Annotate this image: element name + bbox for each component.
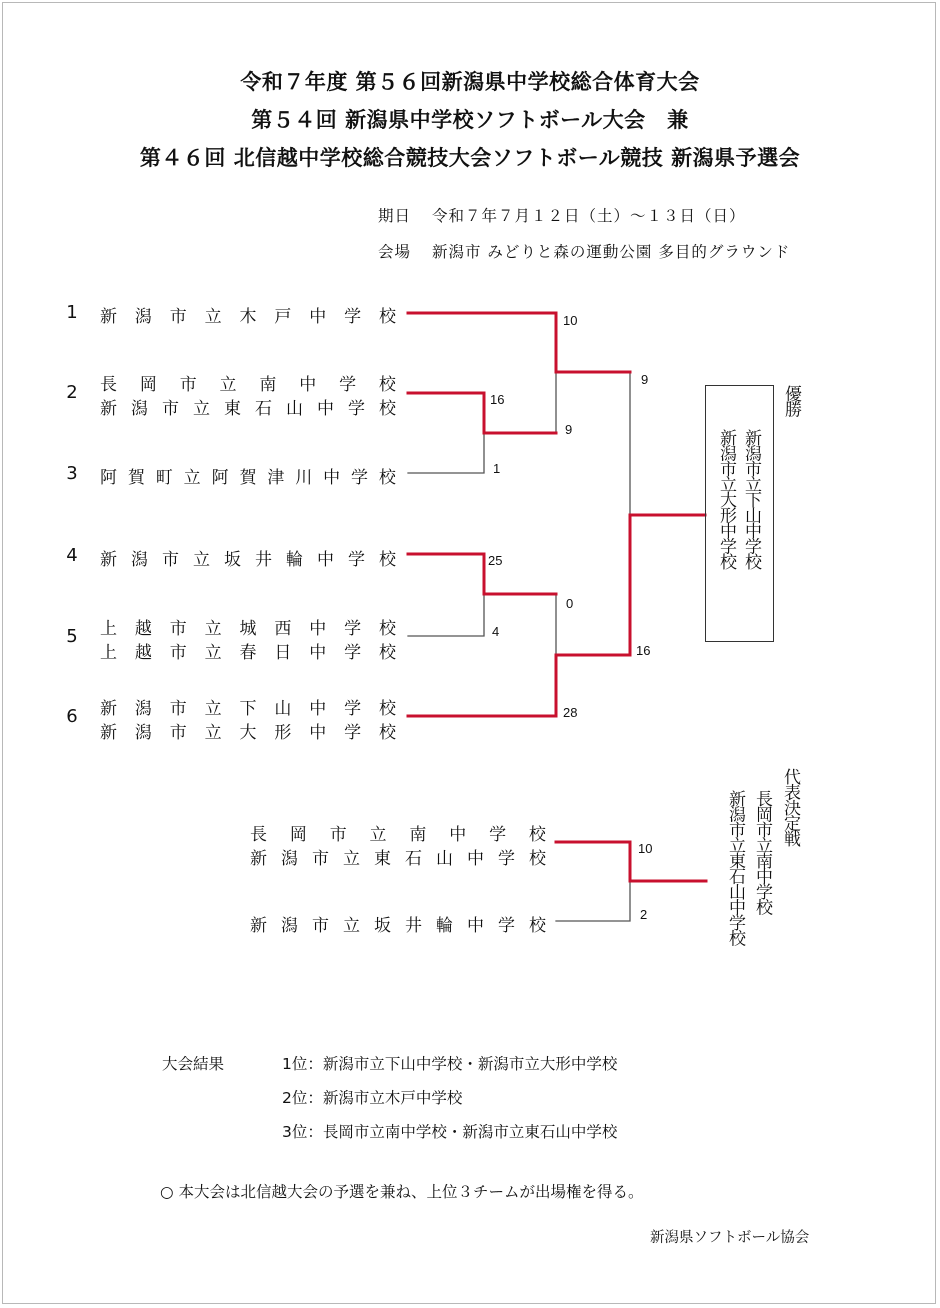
score: 25 bbox=[488, 553, 503, 568]
seed-5: 5 bbox=[66, 626, 78, 647]
playoff-team-name: 新 潟 市 立 東 石 山 中 学 校 bbox=[250, 849, 546, 869]
champion-line-2: 新潟市立大形中学校 bbox=[716, 429, 736, 569]
champion-label: 優勝 bbox=[781, 385, 801, 416]
score: 9 bbox=[641, 372, 649, 387]
team-name: 新 潟 市 立 木 戸 中 学 校 bbox=[100, 307, 396, 327]
date-value: 令和７年７月１２日（土）～１３日（日） bbox=[432, 207, 746, 225]
results-label: 大会結果 bbox=[162, 1055, 225, 1073]
score: 16 bbox=[636, 643, 651, 658]
date-label: 期日 bbox=[378, 207, 412, 225]
playoff-winner-line-1: 長岡市立南中学校 bbox=[752, 790, 772, 914]
score: 28 bbox=[563, 705, 578, 720]
team-name: 新 潟 市 立 東 石 山 中 学 校 bbox=[100, 399, 396, 419]
team-name: 上 越 市 立 城 西 中 学 校 bbox=[100, 619, 396, 639]
score: 10 bbox=[638, 841, 653, 856]
playoff-team-name: 長 岡 市 立 南 中 学 校 bbox=[250, 825, 546, 845]
seed-6: 6 bbox=[66, 706, 78, 727]
seed-1: 1 bbox=[66, 302, 78, 323]
score: 2 bbox=[640, 907, 648, 922]
title-line-1: 令和７年度 第５６回新潟県中学校総合体育大会 bbox=[240, 70, 700, 94]
team-name: 新 潟 市 立 坂 井 輪 中 学 校 bbox=[100, 550, 396, 570]
score: 10 bbox=[563, 313, 578, 328]
score: 9 bbox=[565, 422, 573, 437]
qualification-note: ○ 本大会は北信越大会の予選を兼ね、上位３チームが出場権を得る。 bbox=[160, 1183, 644, 1201]
playoff-winner-line-2: 新潟市立東石山中学校 bbox=[725, 790, 745, 945]
title-line-3: 第４６回 北信越中学校総合競技大会ソフトボール競技 新潟県予選会 bbox=[139, 146, 801, 170]
team-name: 長 岡 市 立 南 中 学 校 bbox=[100, 375, 396, 395]
organization-name: 新潟県ソフトボール協会 bbox=[650, 1230, 810, 1246]
team-name: 新 潟 市 立 下 山 中 学 校 bbox=[100, 699, 396, 719]
venue-value: 新潟市 みどりと森の運動公園 多目的グラウンド bbox=[432, 243, 791, 261]
title-line-2: 第５４回 新潟県中学校ソフトボール大会 兼 bbox=[251, 108, 689, 132]
score: 1 bbox=[493, 461, 501, 476]
seed-4: 4 bbox=[66, 545, 78, 566]
score: 0 bbox=[566, 596, 574, 611]
team-name: 阿 賀 町 立 阿 賀 津 川 中 学 校 bbox=[100, 468, 396, 488]
seed-3: 3 bbox=[66, 463, 78, 484]
result-row-3: 3位：長岡市立南中学校・新潟市立東石山中学校 bbox=[282, 1123, 618, 1141]
playoff-label: 代表決定戦 bbox=[780, 768, 800, 846]
result-row-1: 1位：新潟市立下山中学校・新潟市立大形中学校 bbox=[282, 1055, 618, 1073]
score: 16 bbox=[490, 392, 505, 407]
result-row-2: 2位：新潟市立木戸中学校 bbox=[282, 1089, 463, 1107]
score: 4 bbox=[492, 624, 500, 639]
champion-line-1: 新潟市立下山中学校 bbox=[741, 429, 761, 569]
team-name: 上 越 市 立 春 日 中 学 校 bbox=[100, 643, 396, 663]
team-name: 新 潟 市 立 大 形 中 学 校 bbox=[100, 723, 396, 743]
playoff-team-name: 新 潟 市 立 坂 井 輪 中 学 校 bbox=[250, 916, 546, 936]
venue-label: 会場 bbox=[378, 243, 412, 261]
seed-2: 2 bbox=[66, 382, 78, 403]
